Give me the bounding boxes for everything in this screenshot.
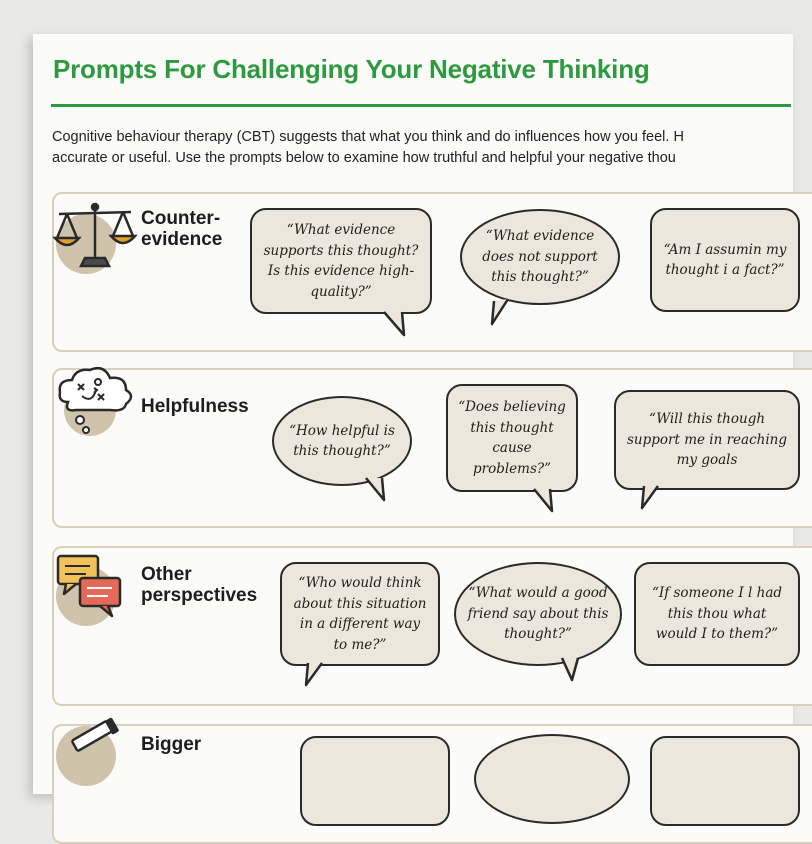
prompt-bubble: “Will this though support me in reaching my goals [614, 390, 800, 490]
thought-cloud-icon [46, 360, 142, 442]
prompt-bubble: “Am I assumin my thought i a fact?” [650, 208, 800, 312]
prompt-bubble: “Who would think about this situation in a different way to me?” [280, 562, 440, 666]
speech-bubbles-icon [54, 552, 130, 622]
bubble-tail [638, 484, 666, 512]
page-title: Prompts For Challenging Your Negative Thinking [53, 54, 650, 84]
section-bigger [52, 724, 812, 844]
prompt-bubble: “If someone I l had this thou what would I to them?” [634, 562, 800, 666]
section-label: Bigger [141, 734, 202, 755]
worksheet-page [33, 34, 793, 794]
section-helpfulness [52, 368, 812, 528]
bubble-tail [532, 487, 560, 515]
prompt-bubble [650, 736, 800, 826]
prompt-bubble: “What evidence does not support this thought?” [460, 209, 620, 305]
bubble-tail [486, 297, 516, 327]
bubble-tail [364, 476, 392, 504]
prompt-bubble [474, 734, 630, 824]
bubble-tail [302, 661, 330, 689]
title-divider [51, 104, 791, 107]
section-other-perspectives [52, 546, 812, 706]
section-label: Other perspectives [141, 564, 258, 606]
bubble-tail [382, 309, 412, 339]
prompt-bubble: “How helpful is this thought?” [272, 396, 412, 486]
telescope-icon [62, 714, 122, 754]
intro-line-1: Cognitive behaviour therapy (CBT) suggests that what you think and do influences how you feel. H [52, 129, 684, 145]
intro-paragraph [52, 127, 792, 169]
intro-line-2: accurate or useful. Use the prompts below to examine how truthful and helpful your negative thou [52, 150, 676, 166]
bubble-tail [560, 656, 588, 684]
section-label: Helpfulness [141, 396, 249, 417]
section-counter-evidence [52, 192, 812, 352]
scales-icon [51, 200, 139, 272]
prompt-bubble: “What evidence supports this thought? Is this evidence high-quality?” [250, 208, 432, 314]
prompt-bubble: “What would a good friend say about this thought?” [454, 562, 622, 666]
section-label: Counter- evidence [141, 208, 223, 250]
prompt-bubble [300, 736, 450, 826]
prompt-bubble: “Does believing this thought cause problems?” [446, 384, 578, 492]
